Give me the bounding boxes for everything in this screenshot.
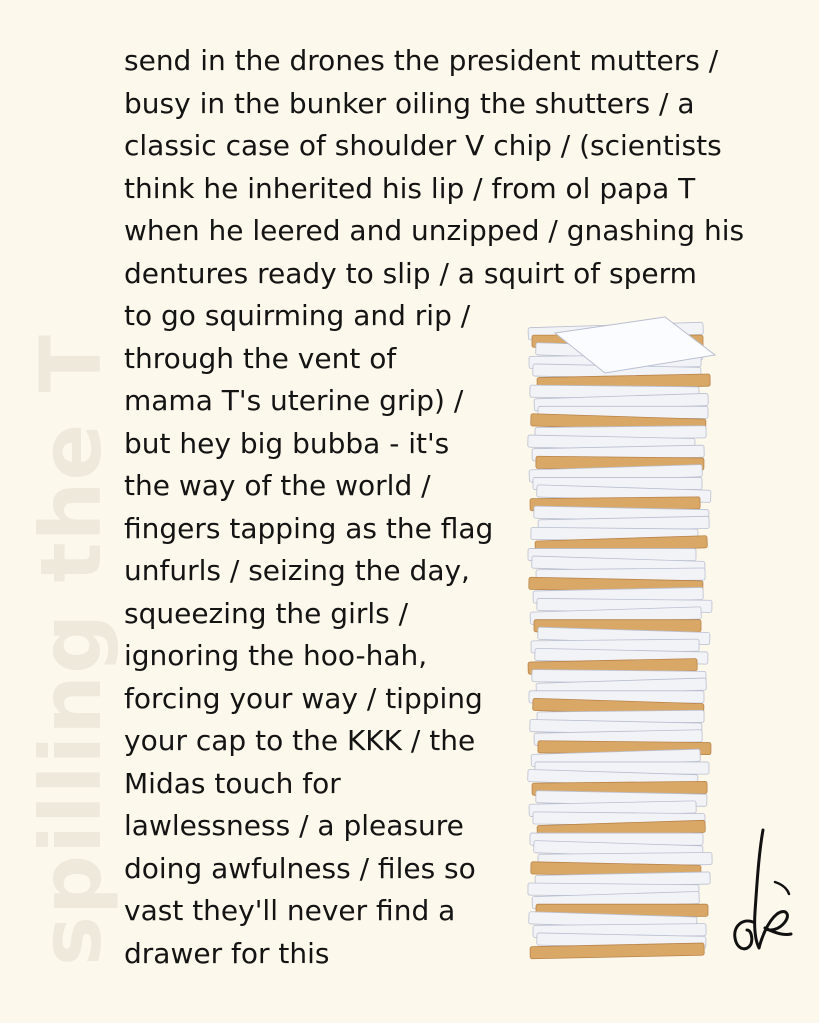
poem-line: through the vent of — [124, 341, 397, 375]
poem-line: busy in the bunker oiling the shutters / a — [124, 86, 695, 120]
poem-line: mama T's uterine grip) / — [124, 384, 464, 417]
poem-line: Midas touch for — [124, 766, 341, 800]
poem-line: dentures ready to slip / a squirt of sperm — [124, 256, 697, 290]
poem-line: your cap to the KKK / the — [124, 724, 476, 757]
poem-line: when he leered and unzipped / gnashing his — [124, 214, 745, 247]
poem-line: squeezing the girls / — [124, 596, 409, 630]
paper-stack-icon — [515, 315, 730, 965]
poem-line: doing awfulness / files so — [124, 851, 476, 885]
poem-line: send in the drones the president mutters / — [124, 44, 719, 77]
poem-line: drawer for this — [124, 936, 330, 970]
poem-line: fingers tapping as the flag — [124, 511, 494, 545]
poem-line: classic case of shoulder V chip / (scientists — [124, 129, 722, 162]
poem-line: forcing your way / tipping — [124, 681, 483, 715]
poem-line: ignoring the hoo-hah, — [124, 639, 428, 672]
poem-line: but hey big bubba - it's — [124, 426, 450, 460]
poem-line: unfurls / seizing the day, — [124, 554, 470, 587]
poem-line: think he inherited his lip / from ol papa T — [124, 171, 696, 205]
signature-icon — [725, 822, 800, 962]
poem-line: to go squirming and rip / — [124, 299, 471, 332]
poem-line: lawlessness / a pleasure — [124, 809, 464, 842]
poem-line: the way of the world / — [124, 469, 431, 502]
side-title: spilling the T — [22, 334, 120, 966]
poem-line: vast they'll never find a — [124, 894, 456, 927]
